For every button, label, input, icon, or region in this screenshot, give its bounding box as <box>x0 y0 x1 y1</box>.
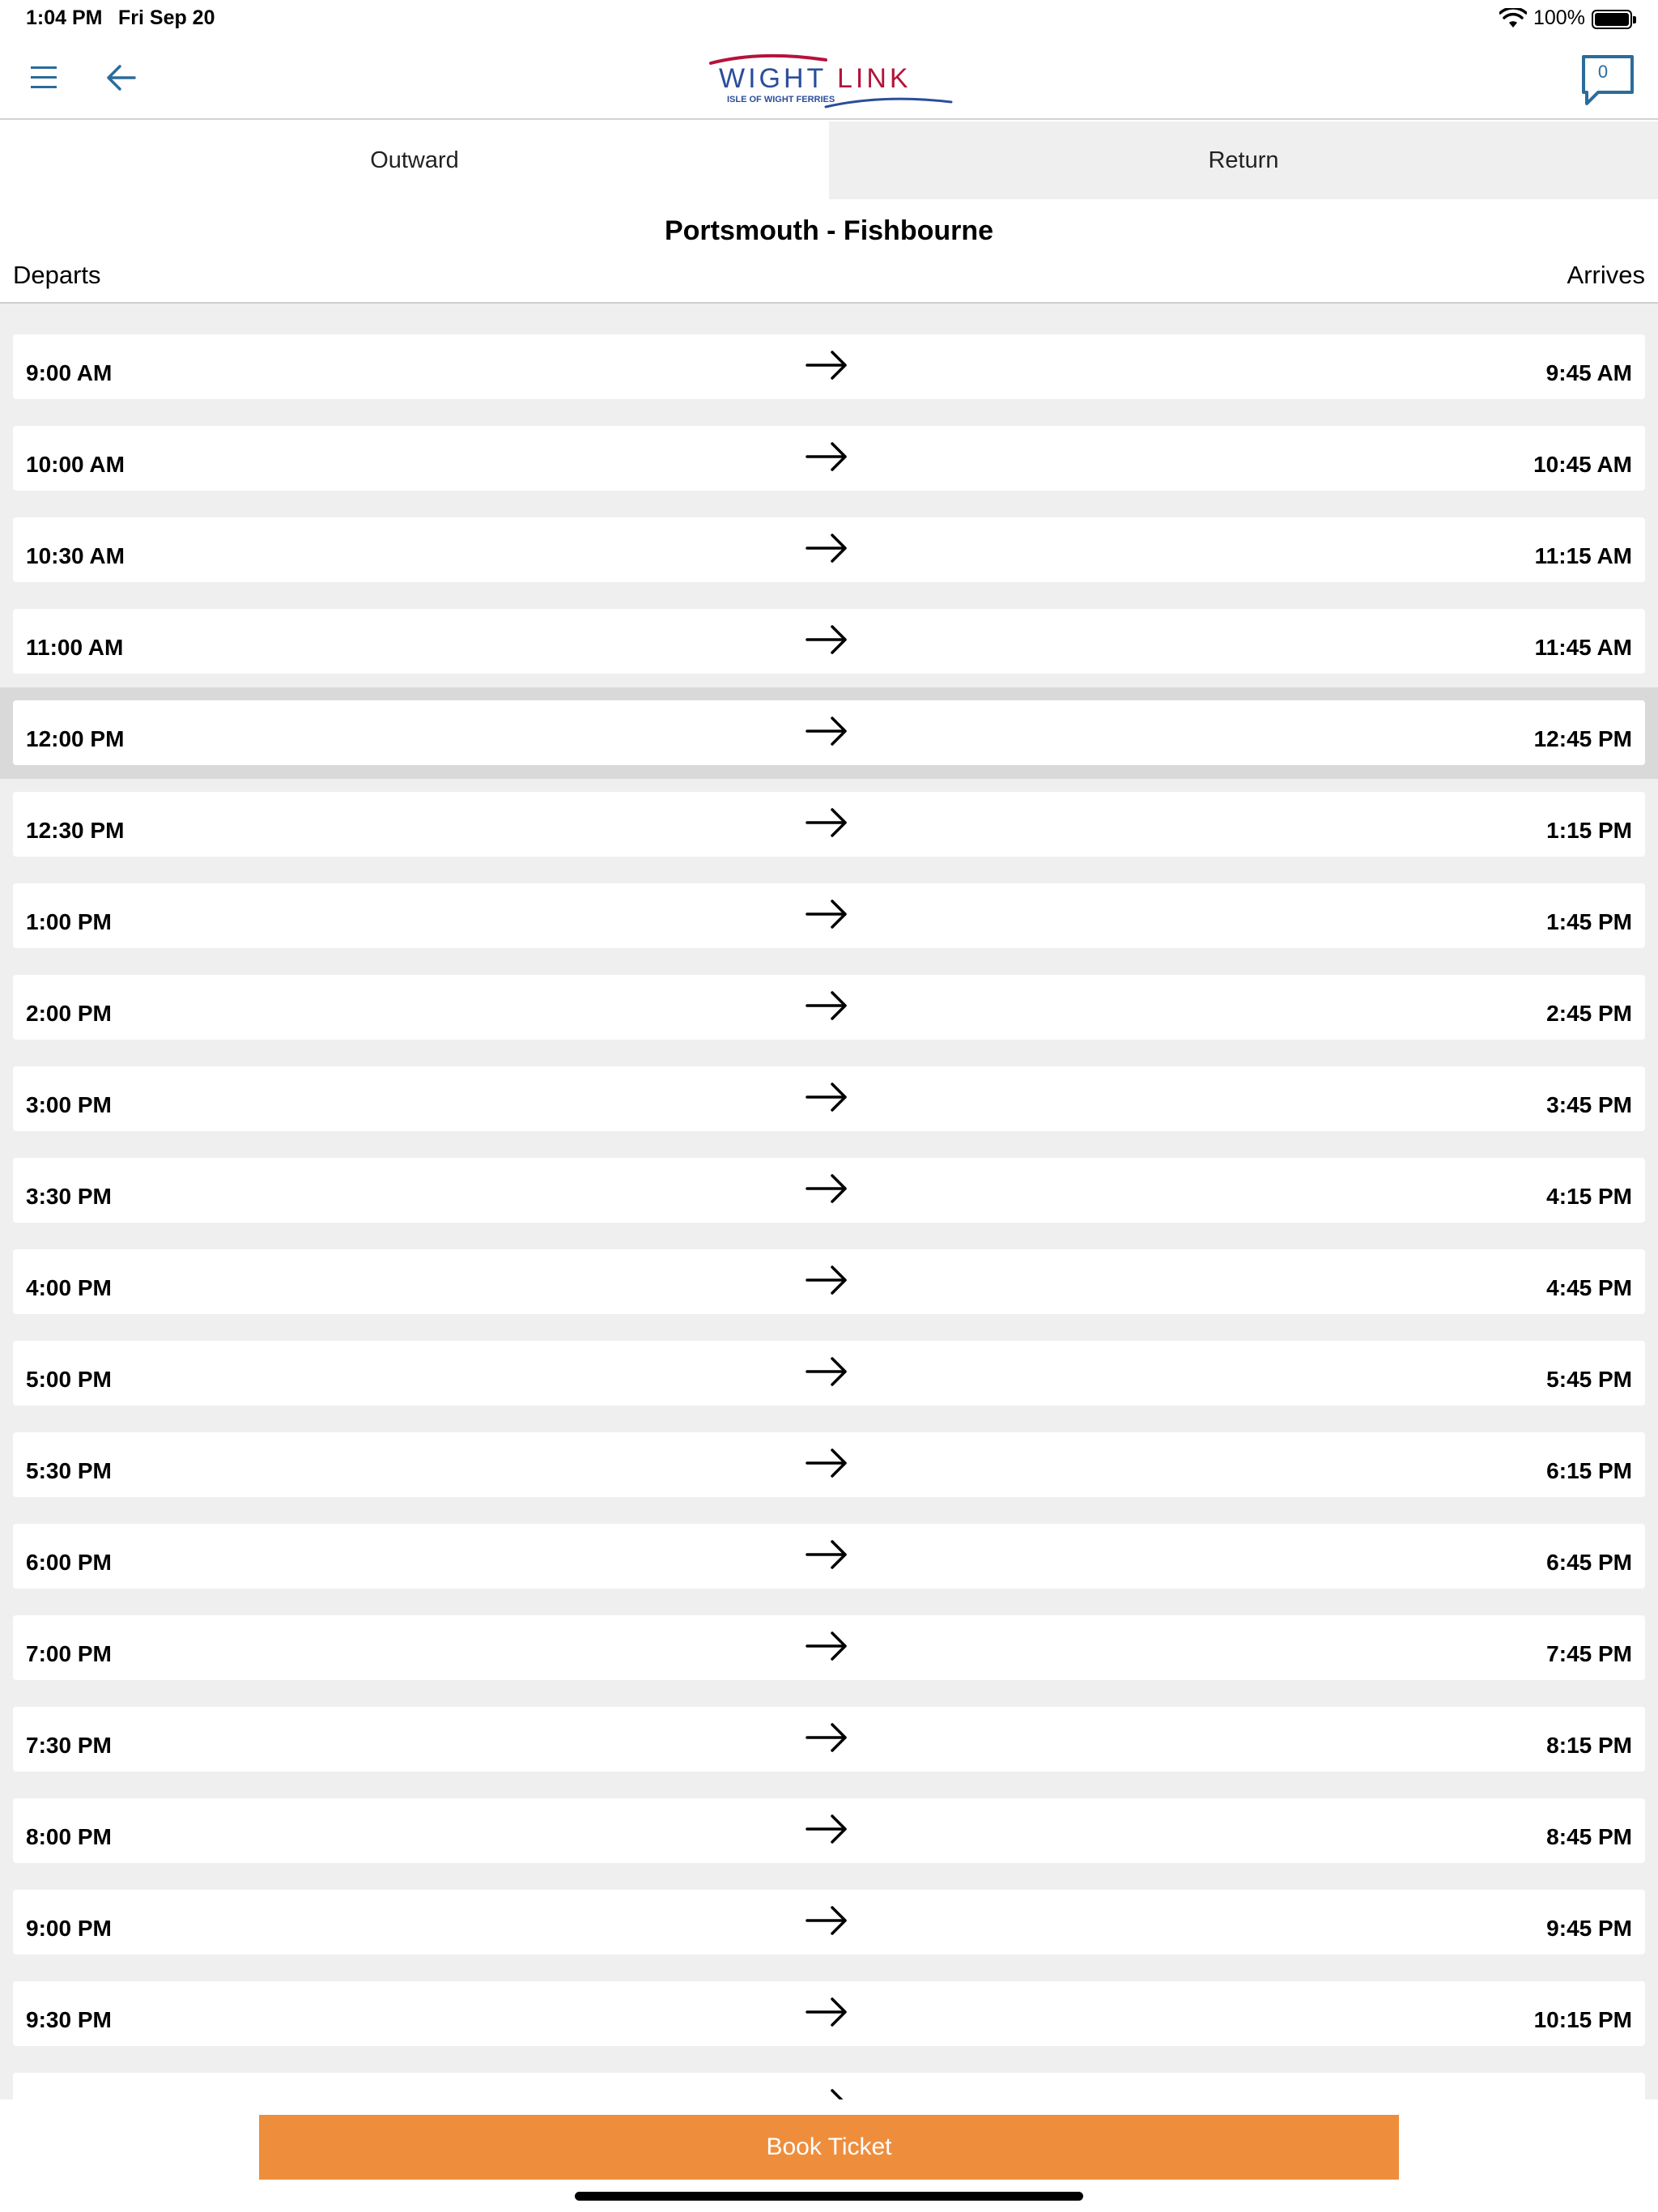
sailing-row[interactable] <box>13 426 1645 491</box>
departure-time: 9:00 PM <box>26 1916 112 1941</box>
departure-time: 9:30 PM <box>26 2007 112 2032</box>
sailing-row[interactable] <box>13 609 1645 674</box>
departure-time: 2:00 PM <box>26 1001 112 1026</box>
arrow-right-icon <box>805 898 848 930</box>
sailing-row[interactable] <box>13 792 1645 857</box>
route-title: Portsmouth - Fishbourne <box>664 215 994 246</box>
arrival-time: 4:45 PM <box>1546 1275 1632 1300</box>
sailing-row[interactable] <box>13 1432 1645 1497</box>
departure-time: 11:00 AM <box>26 635 124 660</box>
departure-time: 3:30 PM <box>26 1184 112 1209</box>
sailing-row[interactable] <box>13 1066 1645 1131</box>
sailing-row[interactable] <box>13 1890 1645 1955</box>
sailings-list[interactable] <box>0 304 1658 2099</box>
arrow-right-icon <box>805 1538 848 1571</box>
tab-return[interactable]: Return <box>829 121 1658 199</box>
arrival-time: 1:45 PM <box>1546 909 1632 934</box>
sailing-row[interactable] <box>13 700 1645 765</box>
direction-tabs <box>0 121 1658 199</box>
book-ticket-button[interactable]: Book Ticket <box>259 2115 1399 2180</box>
wifi-icon <box>1499 8 1527 29</box>
sailing-row[interactable] <box>13 1707 1645 1772</box>
departure-time: 6:00 PM <box>26 1550 112 1575</box>
departure-time: 1:00 PM <box>26 909 112 934</box>
arrival-time: 5:45 PM <box>1546 1367 1632 1392</box>
departure-time: 10:00 AM <box>26 452 125 477</box>
arrives-column-header: Arrives <box>1567 261 1645 289</box>
arrow-right-icon <box>805 1721 848 1754</box>
sailing-row[interactable] <box>13 2073 1645 2099</box>
sailing-row[interactable] <box>13 1524 1645 1589</box>
arrow-right-icon <box>805 623 848 656</box>
sailing-row[interactable] <box>13 334 1645 399</box>
arrow-right-icon <box>805 1630 848 1662</box>
sailing-row[interactable] <box>13 517 1645 582</box>
arrival-time: 7:45 PM <box>1546 1641 1632 1666</box>
battery-percentage: 100% <box>1533 6 1585 29</box>
arrow-right-icon <box>805 532 848 564</box>
departure-time: 7:00 PM <box>26 1641 112 1666</box>
departure-time: 5:30 PM <box>26 1458 112 1483</box>
departure-time: 4:00 PM <box>26 1275 112 1300</box>
arrival-time: 6:15 PM <box>1546 1458 1632 1483</box>
status-time: 1:04 PM <box>26 6 103 29</box>
arrival-time: 4:15 PM <box>1546 1184 1632 1209</box>
departure-time: 5:00 PM <box>26 1367 112 1392</box>
arrow-right-icon <box>805 1904 848 1937</box>
arrow-right-icon <box>805 1813 848 1845</box>
nav-bar <box>0 39 1658 120</box>
status-bar <box>0 0 1658 39</box>
back-arrow-icon[interactable] <box>104 60 139 96</box>
departure-time: 12:00 PM <box>26 726 125 751</box>
arrow-right-icon <box>805 440 848 473</box>
departure-time: 7:30 PM <box>26 1733 112 1758</box>
arrival-time: 11:45 AM <box>1534 635 1632 660</box>
sailing-row[interactable] <box>13 975 1645 1040</box>
departure-time: 3:00 PM <box>26 1092 112 1117</box>
departs-column-header: Departs <box>13 261 101 289</box>
sailing-row[interactable] <box>13 1615 1645 1680</box>
departure-time: 8:00 PM <box>26 1824 112 1849</box>
sailing-row[interactable] <box>13 1158 1645 1223</box>
arrow-right-icon <box>805 1355 848 1388</box>
sailing-row[interactable] <box>13 1981 1645 2046</box>
departure-time: 9:00 AM <box>26 360 113 385</box>
departure-time: 12:30 PM <box>26 818 125 843</box>
arrival-time: 9:45 PM <box>1546 1916 1632 1941</box>
arrow-right-icon <box>805 1172 848 1205</box>
arrival-time: 6:45 PM <box>1546 1550 1632 1575</box>
status-date: Fri Sep 20 <box>118 6 215 29</box>
logo-tagline: ISLE OF WIGHT FERRIES <box>727 95 835 104</box>
arrow-right-icon <box>805 715 848 747</box>
arrival-time: 12:45 PM <box>1533 726 1632 751</box>
tab-outward[interactable]: Outward <box>0 121 829 199</box>
hamburger-menu-icon[interactable] <box>31 66 57 89</box>
logo-brand-link: LINK <box>837 63 912 94</box>
sailing-row[interactable] <box>13 1341 1645 1406</box>
wightlink-logo <box>704 52 955 112</box>
chat-count-badge: 0 <box>1597 62 1609 82</box>
sailing-row[interactable] <box>13 1249 1645 1314</box>
logo-brand-wight: WIGHT <box>719 63 827 94</box>
arrival-time: 3:45 PM <box>1546 1092 1632 1117</box>
arrival-time: 1:15 PM <box>1546 818 1632 843</box>
arrow-right-icon <box>805 2087 848 2099</box>
arrow-right-icon <box>805 349 848 381</box>
arrow-right-icon <box>805 1447 848 1479</box>
arrow-right-icon <box>805 1264 848 1296</box>
arrival-time: 2:45 PM <box>1546 1001 1632 1026</box>
arrow-right-icon <box>805 1996 848 2028</box>
sailing-row[interactable] <box>13 1798 1645 1863</box>
arrival-time: 8:45 PM <box>1546 1824 1632 1849</box>
arrow-right-icon <box>805 1081 848 1113</box>
home-indicator <box>575 2192 1083 2201</box>
battery-icon <box>1592 10 1632 29</box>
departure-time: 10:30 AM <box>26 543 125 568</box>
arrow-right-icon <box>805 806 848 839</box>
arrival-time: 10:15 PM <box>1533 2007 1632 2032</box>
arrival-time: 11:15 AM <box>1534 543 1632 568</box>
sailing-row[interactable] <box>13 883 1645 948</box>
arrival-time: 10:45 AM <box>1533 452 1632 477</box>
arrival-time: 8:15 PM <box>1546 1733 1632 1758</box>
arrival-time: 9:45 AM <box>1545 360 1632 385</box>
arrow-right-icon <box>805 989 848 1022</box>
